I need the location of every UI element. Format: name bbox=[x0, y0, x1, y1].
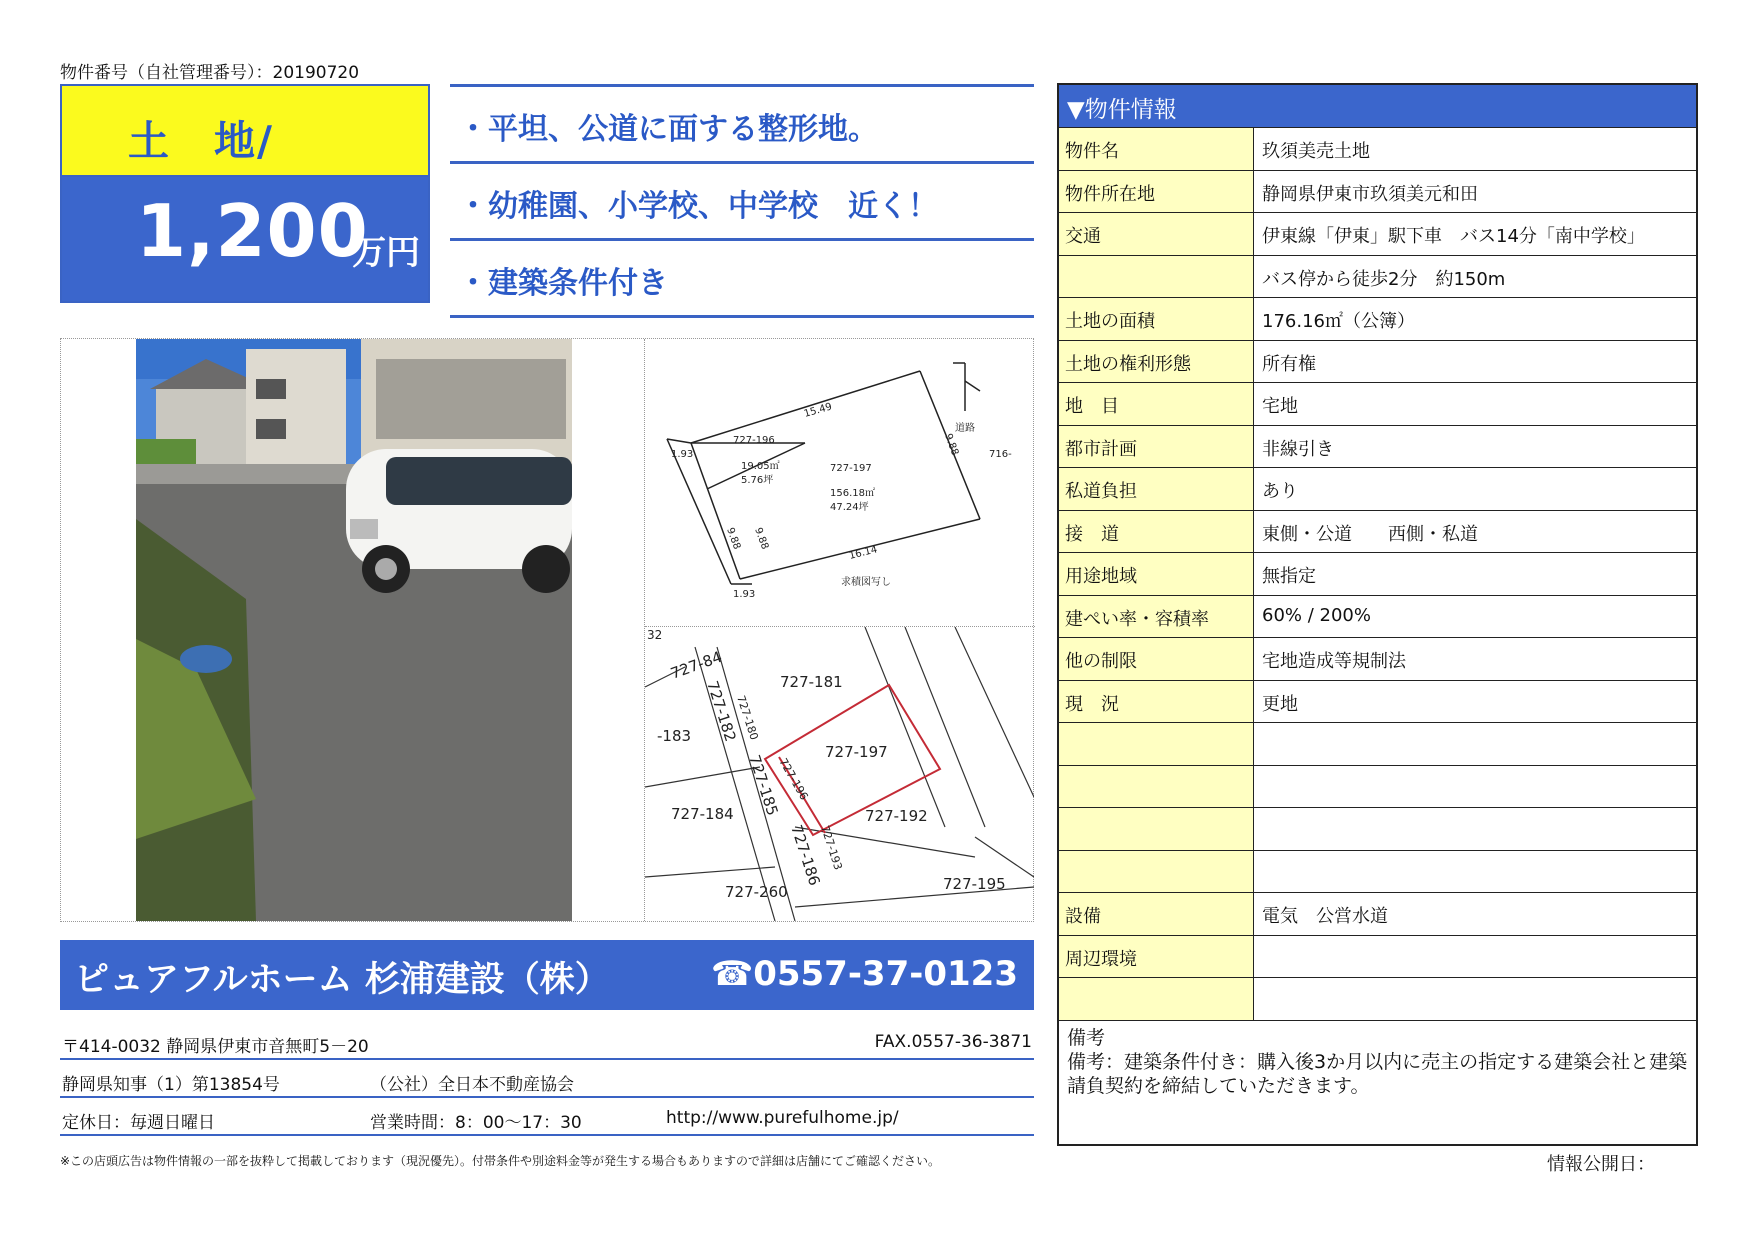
survey-dim-right: 9.88 bbox=[942, 432, 961, 457]
map-lot-727-84: 727-84 bbox=[668, 647, 725, 683]
map-lot-183: -183 bbox=[657, 727, 692, 745]
table-title: ▼物件情報 bbox=[1059, 85, 1696, 128]
price-panel bbox=[62, 177, 428, 301]
table-row-key: 物件所在地 bbox=[1059, 171, 1254, 213]
table-row-value: バス停から徒歩2分 約150m bbox=[1262, 268, 1506, 290]
lot-map-svg bbox=[645, 627, 1034, 921]
survey-lot-a-number: 727-196 bbox=[733, 435, 775, 446]
table-row bbox=[1059, 426, 1696, 469]
table-row-key: 私道負担 bbox=[1059, 468, 1254, 510]
survey-lot-b-area-tsubo: 47.24坪 bbox=[830, 502, 869, 513]
table-row bbox=[1059, 638, 1696, 681]
remarks-text: 備考：建築条件付き：購入後3か月以内に売主の指定する建築会社と建築請負契約を締結していただきます。 bbox=[1067, 1051, 1688, 1097]
company-banner bbox=[60, 940, 1034, 1010]
table-row-value: 176.16㎡（公簿） bbox=[1262, 311, 1415, 332]
survey-drawing-svg bbox=[645, 339, 1034, 626]
table-row-value: 60% / 200% bbox=[1262, 604, 1371, 626]
table-row-key: 周辺環境 bbox=[1059, 936, 1254, 978]
type-price-box bbox=[60, 84, 430, 303]
table-row bbox=[1059, 171, 1696, 214]
map-lot-727-180: 727-180 bbox=[734, 693, 761, 742]
table-row bbox=[1059, 681, 1696, 724]
site-photo bbox=[136, 339, 572, 921]
table-row-key: 用途地域 bbox=[1059, 553, 1254, 595]
table-row-value: 伊東線「伊東」駅下車 バス14分「南中学校」 bbox=[1262, 226, 1645, 247]
company-association: （公社）全日本不動産協会 bbox=[370, 1075, 574, 1095]
table-row bbox=[1059, 893, 1696, 936]
table-row bbox=[1059, 256, 1696, 299]
table-row-key bbox=[1059, 851, 1254, 893]
map-lot-727-196: 727-196 bbox=[776, 756, 811, 803]
table-row bbox=[1059, 978, 1696, 1021]
table-row bbox=[1059, 341, 1696, 384]
table-row-key bbox=[1059, 256, 1254, 298]
company-license-row bbox=[60, 1062, 1034, 1098]
property-type-label: 土 地/ bbox=[128, 117, 274, 165]
table-row-key: 設備 bbox=[1059, 893, 1254, 935]
company-address: 〒414-0032 静岡県伊東市音無町5－20 bbox=[62, 1037, 369, 1057]
company-tel[interactable]: ☎0557-37-0123 bbox=[710, 954, 1018, 994]
site-photo-illustration bbox=[136, 339, 572, 921]
table-row bbox=[1059, 723, 1696, 766]
table-row-key: 建ぺい率・容積率 bbox=[1059, 596, 1254, 638]
table-row-value: 玖須美売土地 bbox=[1262, 141, 1370, 162]
table-row bbox=[1059, 511, 1696, 554]
company-name: ピュアフルホーム 杉浦建設（株） bbox=[74, 960, 610, 1000]
table-row-key bbox=[1059, 766, 1254, 808]
survey-neighbor-lot: 716- bbox=[989, 449, 1012, 460]
table-row bbox=[1059, 808, 1696, 851]
table-row-key: 地 目 bbox=[1059, 383, 1254, 425]
map-lot-727-193: 727-193 bbox=[818, 823, 845, 872]
survey-dim-bottom-small: 1.93 bbox=[733, 589, 756, 600]
survey-caption: 求積図写し bbox=[841, 577, 891, 588]
table-row-value: 非線引き bbox=[1262, 438, 1334, 460]
survey-drawing bbox=[645, 339, 1034, 626]
table-row bbox=[1059, 596, 1696, 639]
remarks-label: 備考 bbox=[1067, 1027, 1106, 1049]
table-row-value: あり bbox=[1262, 481, 1298, 502]
feature-divider bbox=[450, 315, 1034, 318]
table-row bbox=[1059, 851, 1696, 894]
lot-map bbox=[645, 627, 1034, 921]
map-lot-32: 32 bbox=[647, 628, 663, 642]
survey-lot-a-area-m2: 19.05㎡ bbox=[741, 461, 780, 472]
price-unit: 万円 bbox=[352, 233, 420, 273]
table-row bbox=[1059, 936, 1696, 979]
company-fax: FAX.0557-36-3871 bbox=[874, 1032, 1032, 1052]
table-row-key: 接 道 bbox=[1059, 511, 1254, 553]
company-holiday: 定休日：毎週日曜日 bbox=[62, 1113, 215, 1133]
table-row-value: 宅地造成等規制法 bbox=[1262, 651, 1406, 672]
table-row-key: 交通 bbox=[1059, 213, 1254, 255]
table-row-value: 無指定 bbox=[1262, 566, 1316, 587]
table-row bbox=[1059, 383, 1696, 426]
survey-dim-bottom: 16.14 bbox=[848, 544, 879, 562]
feature-1: ・平坦、公道に面する整形地。 bbox=[458, 112, 878, 147]
company-address-row bbox=[60, 1024, 1034, 1060]
company-url[interactable]: http://www.purefulhome.jp/ bbox=[666, 1108, 899, 1128]
table-row-key: 現 況 bbox=[1059, 681, 1254, 723]
table-row-value: 宅地 bbox=[1262, 396, 1298, 417]
table-row-key bbox=[1059, 978, 1254, 1020]
feature-divider bbox=[450, 238, 1034, 241]
company-hours: 営業時間：8：00～17：30 bbox=[370, 1113, 582, 1133]
table-row-key: 土地の面積 bbox=[1059, 298, 1254, 340]
table-row-value: 東側・公道 西側・私道 bbox=[1262, 523, 1478, 545]
survey-lot-a-area-tsubo: 5.76坪 bbox=[741, 475, 774, 486]
map-lot-727-185: 727-185 bbox=[745, 752, 782, 818]
survey-road-label: 道路 bbox=[955, 423, 975, 434]
type-panel bbox=[62, 86, 428, 177]
map-lot-727-184: 727-184 bbox=[671, 805, 734, 823]
survey-dim-top-small: 1.93 bbox=[671, 449, 694, 460]
table-row bbox=[1059, 766, 1696, 809]
company-hours-row bbox=[60, 1100, 1034, 1136]
table-row bbox=[1059, 468, 1696, 511]
table-row-value: 電気 公営水道 bbox=[1262, 906, 1388, 927]
survey-lot-b-area-m2: 156.18㎡ bbox=[830, 488, 875, 499]
feature-2: ・幼稚園、小学校、中学校 近く！ bbox=[458, 189, 938, 224]
table-row-key: 他の制限 bbox=[1059, 638, 1254, 680]
table-row bbox=[1059, 553, 1696, 596]
table-row-key bbox=[1059, 808, 1254, 850]
table-row-value: 所有権 bbox=[1262, 353, 1316, 375]
feature-3: ・建築条件付き bbox=[458, 266, 668, 301]
map-lot-727-260: 727-260 bbox=[725, 883, 788, 901]
property-info-table bbox=[1057, 83, 1698, 1146]
survey-dim-left: 9.88 bbox=[724, 526, 743, 551]
feature-divider bbox=[450, 84, 1034, 87]
table-row bbox=[1059, 128, 1696, 171]
survey-dim-mid: 9.88 bbox=[752, 526, 771, 551]
table-row-value: 静岡県伊東市玖須美元和田 bbox=[1262, 183, 1478, 205]
feature-divider bbox=[450, 161, 1034, 164]
map-lot-727-181: 727-181 bbox=[780, 673, 843, 691]
table-row bbox=[1059, 213, 1696, 256]
property-number: 物件番号（自社管理番号）：20190720 bbox=[60, 63, 360, 83]
table-row-key bbox=[1059, 723, 1254, 765]
survey-dim-top: 15.49 bbox=[802, 401, 834, 420]
publish-date-label: 情報公開日： bbox=[1547, 1154, 1655, 1175]
image-area bbox=[60, 338, 1034, 922]
map-lot-727-186: 727-186 bbox=[787, 822, 824, 888]
map-lot-727-192: 727-192 bbox=[865, 807, 928, 825]
map-lot-727-182: 727-182 bbox=[703, 678, 740, 744]
price-value: 1,200 bbox=[136, 189, 369, 273]
map-lot-727-197: 727-197 bbox=[825, 743, 888, 761]
footnote: ※この店頭広告は物件情報の一部を抜粋して掲載しております（現況優先）。付帯条件や別途料金等が発生する場合もありますので詳細は店舗にてご確認ください。 bbox=[60, 1154, 941, 1168]
table-row-key: 都市計画 bbox=[1059, 426, 1254, 468]
table-row-value: 更地 bbox=[1262, 693, 1298, 715]
table-row-key: 物件名 bbox=[1059, 128, 1254, 170]
company-license: 静岡県知事（1）第13854号 bbox=[62, 1075, 280, 1095]
table-row-key: 土地の権利形態 bbox=[1059, 341, 1254, 383]
map-lot-727-195: 727-195 bbox=[943, 875, 1006, 893]
remarks-cell bbox=[1059, 1020, 1696, 1144]
table-row bbox=[1059, 298, 1696, 341]
survey-lot-b-number: 727-197 bbox=[830, 463, 872, 474]
